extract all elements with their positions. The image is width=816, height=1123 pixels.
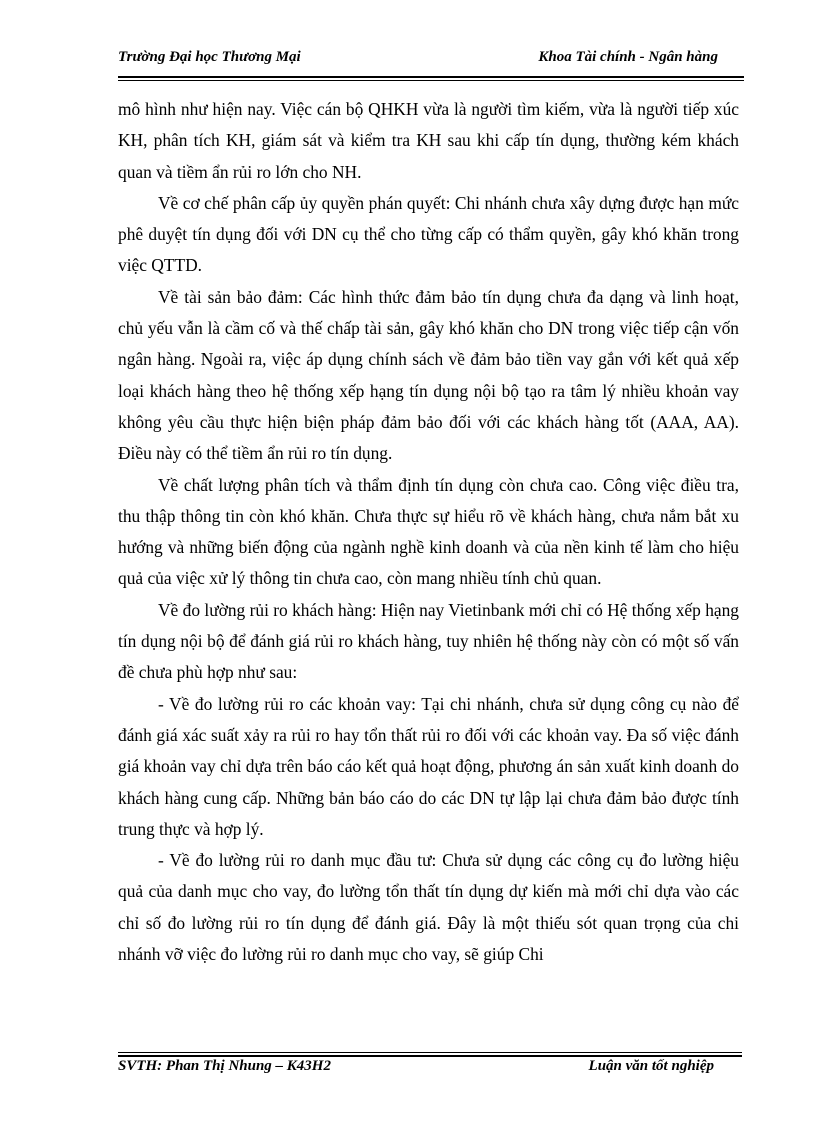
paragraph: - Về đo lường rủi ro danh mục đầu tư: Chưa sử dụng các công cụ đo lường hiệu quả của danh mục cho vay, đo lường tổn thất tín dụng dự kiến mà mới chỉ dựa vào các chỉ số đo lường rủi ro tín dụng để đánh giá. Đây là một thiếu sót quan trọng của chi nhánh vỡ việc đo lường rủi ro danh mục cho vay, sẽ giúp Chi xyxy=(118,850,739,965)
header-university: Trường Đại học Thương Mại xyxy=(118,49,301,65)
paragraph: Về tài sản bảo đảm: Các hình thức đảm bảo tín dụng chưa đa dạng và linh hoạt, chủ yếu vẫn là cầm cố và thế chấp tài sản, gây khó khăn cho DN trong việc tiếp cận vốn ngân hàng. Ngoài ra, việc áp dụng chính sách về đảm bảo tiền vay gắn với kết quả xếp loại khách hàng theo hệ thống xếp hạng tín dụng nội bộ tạo ra tâm lý nhiều khoản vay không yêu cầu thực hiện biện pháp đảm bảo đối với các khách hàng tốt (AAA, AA). Điều này có thể tiềm ẩn rủi ro tín dụng. xyxy=(118,286,739,464)
footer-student: SVTH: Phan Thị Nhung – K43H2 xyxy=(118,1058,331,1074)
footer-divider xyxy=(118,1052,742,1057)
paragraph: - Về đo lường rủi ro các khoản vay: Tại chi nhánh, chưa sử dụng công cụ nào để đánh giá xác suất xảy ra rủi ro hay tổn thất rủi ro đối với các khoản vay. Đa số việc đánh giá khoản vay chỉ dựa trên báo cáo kết quả hoạt động, phương án sản xuất kinh doanh do khách hàng cung cấp. Những bản báo cáo do các DN tự lập lại chưa đảm bảo được tính trung thực và hợp lý. xyxy=(118,693,739,839)
paragraph: mô hình như hiện nay. Việc cán bộ QHKH vừa là người tìm kiếm, vừa là người tiếp xúc KH, phân tích KH, giám sát và kiểm tra KH sau khi cấp tín dụng, thường kém khách quan và tiềm ẩn rủi ro lớn cho NH. xyxy=(118,99,739,182)
paragraph: Về đo lường rủi ro khách hàng: Hiện nay Vietinbank mới chỉ có Hệ thống xếp hạng tín dụng nội bộ để đánh giá rủi ro khách hàng, tuy nhiên hệ thống này còn có một số vấn đề chưa phù hợp như sau: xyxy=(118,599,739,683)
footer-thesis-label: Luận văn tốt nghiệp xyxy=(588,1058,714,1074)
page-footer xyxy=(118,1058,714,1080)
paragraph: Về chất lượng phân tích và thẩm định tín dụng còn chưa cao. Công việc điều tra, thu thập thông tin còn khó khăn. Chưa thực sự hiểu rõ về khách hàng, chưa nắm bắt xu hướng và những biến động của ngành nghề kinh doanh và của nền kinh tế làm cho hiệu quả của việc xử lý thông tin chưa cao, còn mang nhiều tính chủ quan. xyxy=(118,474,739,589)
header-divider xyxy=(118,76,744,81)
page-header xyxy=(118,46,718,72)
header-faculty: Khoa Tài chính - Ngân hàng xyxy=(538,49,718,65)
document-body xyxy=(118,94,739,970)
paragraph: Về cơ chế phân cấp ủy quyền phán quyết: Chi nhánh chưa xây dựng được hạn mức phê duyệt tín dụng đối với DN cụ thể cho từng cấp có thẩm quyền, gây khó khăn trong việc QTTD. xyxy=(118,192,739,276)
